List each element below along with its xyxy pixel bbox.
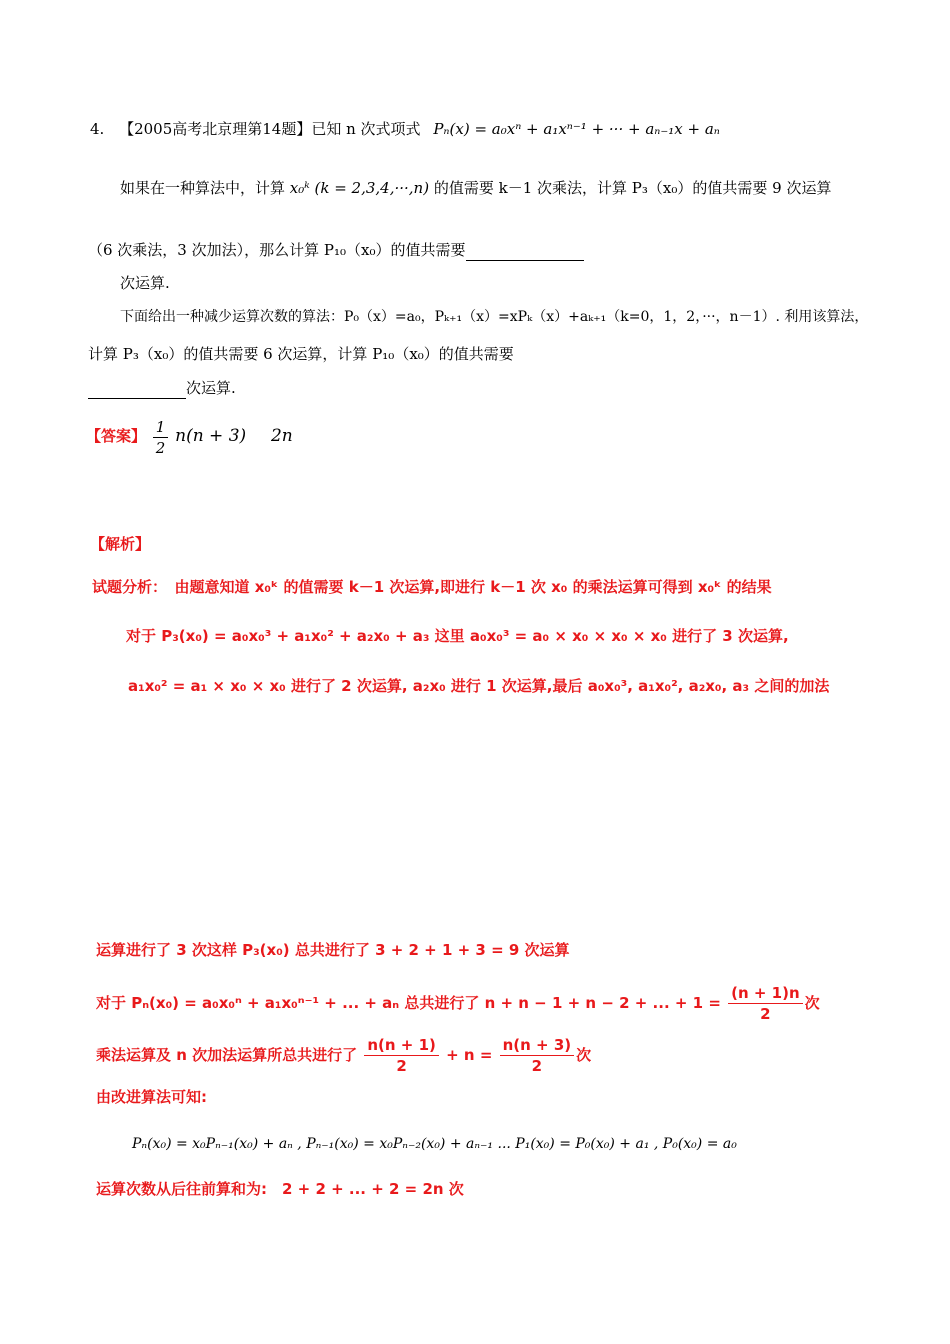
analysis-line-5	[96, 980, 820, 1026]
question-stem: 已知 n 次式项式	[311, 120, 421, 138]
question-line-7-text: 次运算.	[186, 379, 236, 397]
analysis-line-6-fraction-1	[364, 1035, 439, 1076]
analysis-line-5a: 对于 Pₙ(x₀) = a₀x₀ⁿ + a₁x₀ⁿ⁻¹ + ... + aₙ 总共进行了 n + n − 1 + n − 2 + ... + 1 =	[96, 994, 721, 1012]
power-formula: x₀ᵏ (k = 2,3,4,···,n)	[289, 179, 430, 197]
analysis-line-1: 试题分析： 由题意知道 x₀ᵏ 的值需要 k－1 次运算,即进行 k－1 次 x₀ 的乘法运算可得到 x₀ᵏ 的结果	[92, 578, 772, 596]
analysis-line-3: a₁x₀² = a₁ × x₀ × x₀ 进行了 2 次运算, a₂x₀ 进行 1 次运算,最后 a₀x₀³, a₁x₀², a₂x₀, a₃ 之间的加法	[128, 677, 830, 695]
analysis-line-6	[96, 1032, 591, 1078]
analysis-line-5-denominator: 2	[760, 1005, 771, 1023]
analysis-line-5-numerator: (n + 1)n	[728, 983, 803, 1004]
analysis-line-9: 运算次数从后往前算和为: 2 + 2 + ... + 2 = 2n 次	[96, 1180, 464, 1198]
answer-fraction-numerator: 1	[153, 417, 169, 438]
polynomial-formula: Pₙ(x) = a₀xⁿ + a₁xⁿ⁻¹ + ··· + aₙ₋₁x + aₙ	[433, 120, 720, 138]
question-line-2b: 的值需要 k－1 次乘法，计算 P₃（x₀）的值共需要 9 次运算	[433, 179, 832, 197]
analysis-line-6-numerator-2: n(n + 3)	[500, 1035, 575, 1056]
answer-expression-1: n(n + 3)	[175, 426, 247, 446]
question-line-2	[120, 177, 831, 199]
analysis-line-6b: 次	[576, 1046, 592, 1064]
question-line-7	[88, 377, 236, 399]
answer-fraction-denominator: 2	[155, 438, 166, 457]
analysis-line-6a: 乘法运算及 n 次加法运算所总共进行了	[96, 1046, 358, 1064]
analysis-line-5-fraction	[728, 983, 803, 1024]
question-line-2a: 如果在一种算法中，计算	[120, 179, 286, 197]
analysis-line-6-middle: + n =	[446, 1046, 493, 1064]
answer-blank-2	[88, 382, 186, 399]
analysis-line-7: 由改进算法可知:	[96, 1088, 207, 1106]
answer-expression-2: 2n	[270, 426, 293, 446]
analysis-label: 【解析】	[90, 535, 151, 553]
analysis-line-4: 运算进行了 3 次这样 P₃(x₀) 总共进行了 3 + 2 + 1 + 3 = 9 次运算	[96, 941, 570, 959]
question-line-4: 次运算.	[120, 274, 170, 292]
answer-blank-1	[466, 244, 584, 261]
analysis-line-2: 对于 P₃(x₀) = a₀x₀³ + a₁x₀² + a₂x₀ + a₃ 这里 a₀x₀³ = a₀ × x₀ × x₀ × x₀ 进行了 3 次运算,	[126, 627, 789, 645]
analysis-line-6-denominator-1: 2	[396, 1057, 407, 1075]
analysis-line-6-denominator-2: 2	[531, 1057, 543, 1075]
question-source: 【2005高考北京理第14题】	[119, 120, 312, 138]
answer-fraction	[153, 417, 169, 458]
question-line-3	[88, 239, 584, 261]
analysis-line-6-numerator-1: n(n + 1)	[364, 1035, 439, 1056]
question-number: 4.	[90, 120, 105, 138]
question-line-5: 下面给出一种减少运算次数的算法：P₀（x）=a₀，Pₖ₊₁（x）=xPₖ（x）+aₖ₊₁（k=0，1，2，···，n－1）. 利用该算法，	[120, 309, 869, 325]
analysis-line-6-fraction-2	[500, 1035, 575, 1076]
analysis-line-8: Pₙ(x₀) = x₀Pₙ₋₁(x₀) + aₙ , Pₙ₋₁(x₀) = x₀Pₙ₋₂(x₀) + aₙ₋₁ ... P₁(x₀) = P₀(x₀) + a₁ , P₀(x₀) = a₀	[132, 1136, 737, 1152]
analysis-line-5b: 次	[804, 994, 820, 1012]
question-line-6: 计算 P₃（x₀）的值共需要 6 次运算，计算 P₁₀（x₀）的值共需要	[88, 345, 514, 363]
answer-label: 【答案】	[86, 427, 147, 445]
answer-line	[86, 412, 293, 460]
question-line-3-text: （6 次乘法，3 次加法），那么计算 P₁₀（x₀）的值共需要	[88, 241, 466, 259]
question-line-1	[90, 118, 720, 140]
